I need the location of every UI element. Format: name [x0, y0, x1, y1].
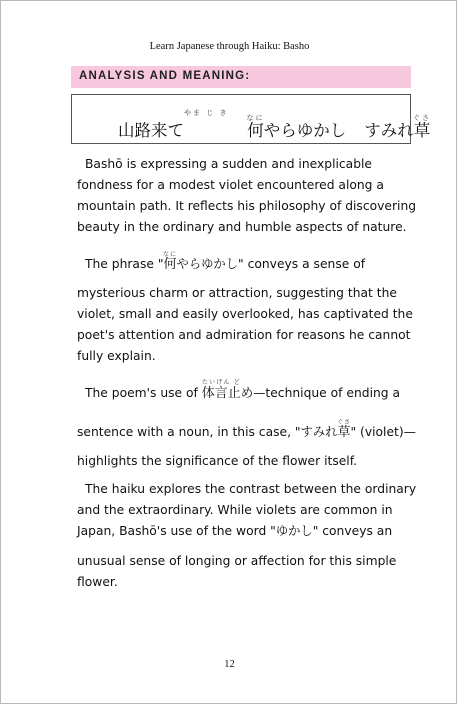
- section-heading-bar: [71, 66, 411, 88]
- haiku-segment-1: 山路来てやま じ き: [118, 109, 229, 140]
- paragraph-4-line-1: The haiku explores the contrast between the ordinary: [85, 482, 417, 496]
- paragraph-4-line-5: flower.: [77, 575, 118, 589]
- paragraph-3-line-1: The poem's use of 体言止たいげん どめ—technique of ending a: [85, 379, 401, 401]
- haiku-segment-2: 何なにやらゆかし: [246, 114, 347, 140]
- haiku-segment-2-reading: なに: [246, 114, 265, 122]
- paragraph-2-line-1: The phrase "何なにやらゆかし" conveys a sense of: [85, 251, 366, 272]
- running-head: Learn Japanese through Haiku: Basho: [149, 41, 310, 52]
- paragraph-1-line-3: mountain path. It reflects his philosophy of discovering: [77, 199, 417, 213]
- haiku-segment-1-reading: やま じ き: [184, 109, 229, 117]
- page-number: 12: [224, 659, 235, 670]
- haiku-segment-3-reading: ぐさ: [412, 114, 431, 122]
- paragraph-3-line-2-wrap: [77, 419, 416, 440]
- section-title: ANALYSIS AND MEANING:: [79, 70, 251, 82]
- paragraph-4-continued: [77, 551, 399, 593]
- haiku-segment-3: すみれ草ぐさ: [364, 114, 431, 140]
- haiku-box: [71, 94, 431, 144]
- paragraph-3-line-2: sentence with a noun, in this case, "すみれ草ぐさ" (violet)—: [77, 419, 416, 440]
- haiku-line: [118, 109, 431, 141]
- paragraph-2-continued: [77, 283, 413, 367]
- paragraph-1-line-2: fondness for a modest violet encountered along a: [77, 178, 384, 192]
- paragraph-3-line-3-wrap: [77, 451, 399, 472]
- paragraph-2: [77, 251, 399, 272]
- paragraph-2-line-3: violet, small and easily overlooked, has captivated the: [77, 307, 413, 321]
- paragraph-3: [77, 379, 399, 400]
- paragraph-2-line-2: mysterious charm or attraction, suggesting that the: [77, 286, 397, 300]
- paragraph-4-line-2: and the extraordinary. While violets are common in: [77, 503, 393, 517]
- paragraph-4-line-4: unusual sense of longing or affection for this simple: [77, 554, 397, 568]
- paragraph-1: [77, 154, 417, 238]
- paragraph-4: [77, 479, 417, 542]
- paragraph-4-line-3: Japan, Bashō's use of the word "ゆかし" conveys an: [77, 524, 393, 538]
- paragraph-2-line-5: fully explain.: [77, 349, 156, 363]
- paragraph-1-line-1: Bashō is expressing a sudden and inexplicable: [85, 157, 372, 171]
- paragraph-2-line-4: poet's attention and admiration for reasons he cannot: [77, 328, 411, 342]
- paragraph-3-line-3: highlights the significance of the flower itself.: [77, 454, 358, 468]
- paragraph-1-line-4: beauty in the ordinary and humble aspects of nature.: [77, 220, 407, 234]
